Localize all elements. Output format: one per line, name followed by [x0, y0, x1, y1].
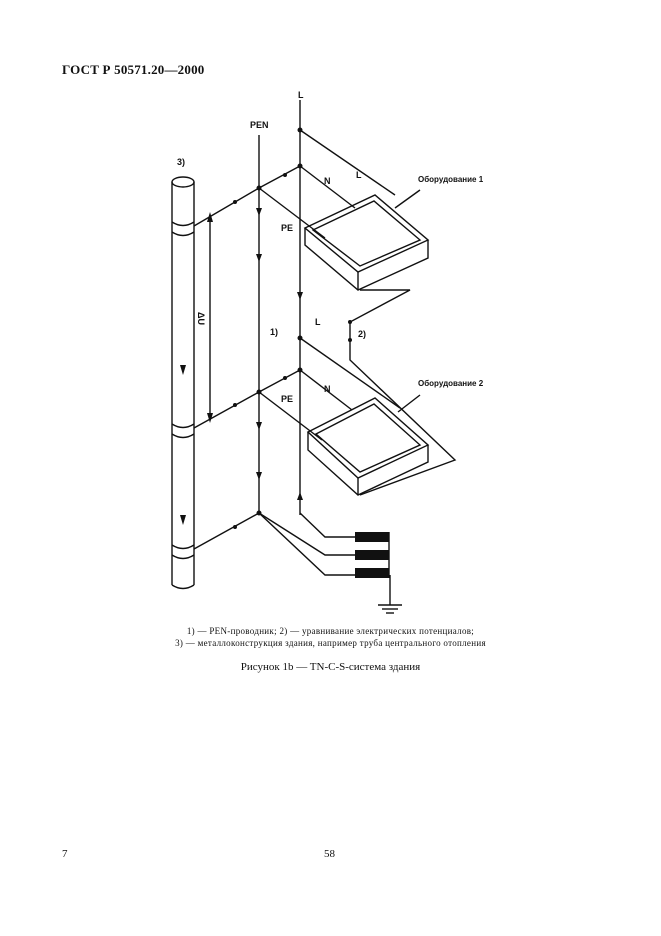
equipment-2-box	[308, 395, 428, 495]
label-ref-2: 2)	[358, 329, 367, 339]
label-n-1: N	[324, 176, 331, 186]
label-pipe-ref: 3)	[177, 157, 186, 167]
label-delta-u: ΔU	[196, 312, 206, 325]
page-number-center: 58	[324, 848, 335, 860]
caption-line-2: 3) — металлоконструкция здания, например труба центрального отопления	[175, 638, 486, 648]
heating-pipe	[172, 177, 194, 589]
label-pe-2: PE	[281, 394, 294, 404]
label-equipment-1: Оборудование 1	[418, 175, 484, 184]
label-ref-1: 1)	[270, 327, 279, 337]
figure-title: Рисунок 1b — TN-C-S-система здания	[240, 661, 421, 673]
label-n-2: N	[324, 384, 331, 394]
document-header: ГОСТ Р 50571.20—2000	[62, 62, 205, 77]
label-pe-1: PE	[281, 223, 294, 233]
caption-line-1: 1) — PEN-проводник; 2) — уравнивание электрических потенциалов;	[186, 626, 475, 636]
label-l-1: L	[356, 170, 362, 180]
label-l-top: L	[298, 90, 304, 100]
l-to-source	[300, 513, 355, 537]
l-branch-1	[300, 130, 395, 195]
source-transformer	[355, 532, 389, 578]
equipment-1-box	[305, 190, 428, 290]
page-number-left: 7	[62, 848, 68, 860]
label-equipment-2: Оборудование 2	[418, 379, 484, 388]
equipotential-link	[350, 290, 455, 495]
label-l-2: L	[315, 317, 321, 327]
label-pen: PEN	[250, 120, 269, 130]
n-branch-1	[300, 166, 355, 208]
